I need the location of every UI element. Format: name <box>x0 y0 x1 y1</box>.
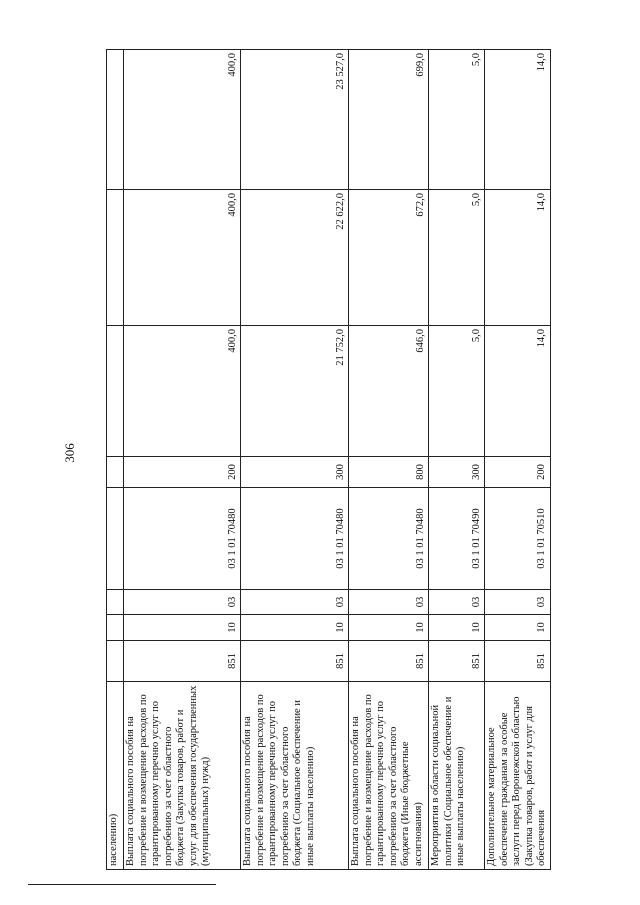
cell-amount-year-3: 23 527,0 <box>241 50 349 190</box>
cell-ministry-code: 851 <box>124 641 241 682</box>
cell-subsection: 03 <box>241 590 349 615</box>
cell-subsection: 03 <box>485 590 551 615</box>
cell-expense-type: 200 <box>124 457 241 488</box>
cell-amount-year-2 <box>107 190 124 326</box>
cell-amount-year-3: 400,0 <box>124 50 241 190</box>
cell-target-article: 03 1 01 70480 <box>124 488 241 590</box>
cell-target-article: 03 1 01 70510 <box>485 488 551 590</box>
cell-ministry-code <box>107 641 124 682</box>
cell-amount-year-2: 5,0 <box>429 190 485 326</box>
cell-description: Выплата социального пособия на погребение и возмещение расходов по гарантированному перечню услуг по погребению за счет областного бюджета (Иные бюджетные ассигнования) <box>349 682 429 870</box>
table-row <box>349 50 429 870</box>
bottom-rule <box>28 884 216 885</box>
cell-description: населению) <box>107 682 124 870</box>
page-number: 306 <box>62 443 77 463</box>
cell-amount-year-3: 14,0 <box>485 50 551 190</box>
budget-table <box>106 49 551 870</box>
cell-amount-year-3 <box>107 50 124 190</box>
cell-section <box>107 615 124 641</box>
cell-amount-year-1 <box>107 326 124 457</box>
cell-description: Выплата социального пособия на погребение и возмещение расходов по гарантированному перечню услуг по погребению за счет областного бюджета (Социальное обеспечение и иные выплаты населению) <box>241 682 349 870</box>
cell-section: 10 <box>241 615 349 641</box>
cell-amount-year-2: 14,0 <box>485 190 551 326</box>
cell-description: Мероприятия в области социальной политики (Социальное обеспечение и иные выплаты населению) <box>429 682 485 870</box>
cell-expense-type: 300 <box>241 457 349 488</box>
cell-subsection: 03 <box>124 590 241 615</box>
cell-subsection: 03 <box>349 590 429 615</box>
table-body <box>107 50 551 870</box>
cell-target-article: 03 1 01 70480 <box>241 488 349 590</box>
cell-target-article: 03 1 01 70480 <box>349 488 429 590</box>
cell-subsection <box>107 590 124 615</box>
cell-amount-year-1: 646,0 <box>349 326 429 457</box>
cell-target-article <box>107 488 124 590</box>
cell-amount-year-2: 672,0 <box>349 190 429 326</box>
cell-amount-year-1: 5,0 <box>429 326 485 457</box>
table-row <box>124 50 241 870</box>
cell-amount-year-2: 400,0 <box>124 190 241 326</box>
cell-expense-type: 200 <box>485 457 551 488</box>
cell-section: 10 <box>429 615 485 641</box>
cell-section: 10 <box>124 615 241 641</box>
rotated-table-container <box>106 50 547 870</box>
cell-amount-year-1: 21 752,0 <box>241 326 349 457</box>
cell-subsection: 03 <box>429 590 485 615</box>
table-row <box>485 50 551 870</box>
table-row <box>107 50 124 870</box>
cell-section: 10 <box>485 615 551 641</box>
cell-ministry-code: 851 <box>429 641 485 682</box>
cell-ministry-code: 851 <box>485 641 551 682</box>
cell-amount-year-2: 22 622,0 <box>241 190 349 326</box>
cell-ministry-code: 851 <box>349 641 429 682</box>
cell-amount-year-1: 400,0 <box>124 326 241 457</box>
table-row <box>429 50 485 870</box>
cell-amount-year-3: 699,0 <box>349 50 429 190</box>
cell-target-article: 03 1 01 70490 <box>429 488 485 590</box>
cell-expense-type <box>107 457 124 488</box>
cell-expense-type: 800 <box>349 457 429 488</box>
cell-expense-type: 300 <box>429 457 485 488</box>
table-row <box>241 50 349 870</box>
cell-description: Дополнительное материальное обеспечение гражданам за особые заслуги перед Воронежской областью (Закупка товаров, работ и услуг для обеспечения <box>485 682 551 870</box>
cell-section: 10 <box>349 615 429 641</box>
cell-amount-year-3: 5,0 <box>429 50 485 190</box>
cell-ministry-code: 851 <box>241 641 349 682</box>
cell-description: Выплата социального пособия на погребение и возмещение расходов по гарантированному перечню услуг по погребению за счет областного бюджета (Закупка товаров, работ и услуг для обеспечения государственных (муниципальных) нужд) <box>124 682 241 870</box>
cell-amount-year-1: 14,0 <box>485 326 551 457</box>
